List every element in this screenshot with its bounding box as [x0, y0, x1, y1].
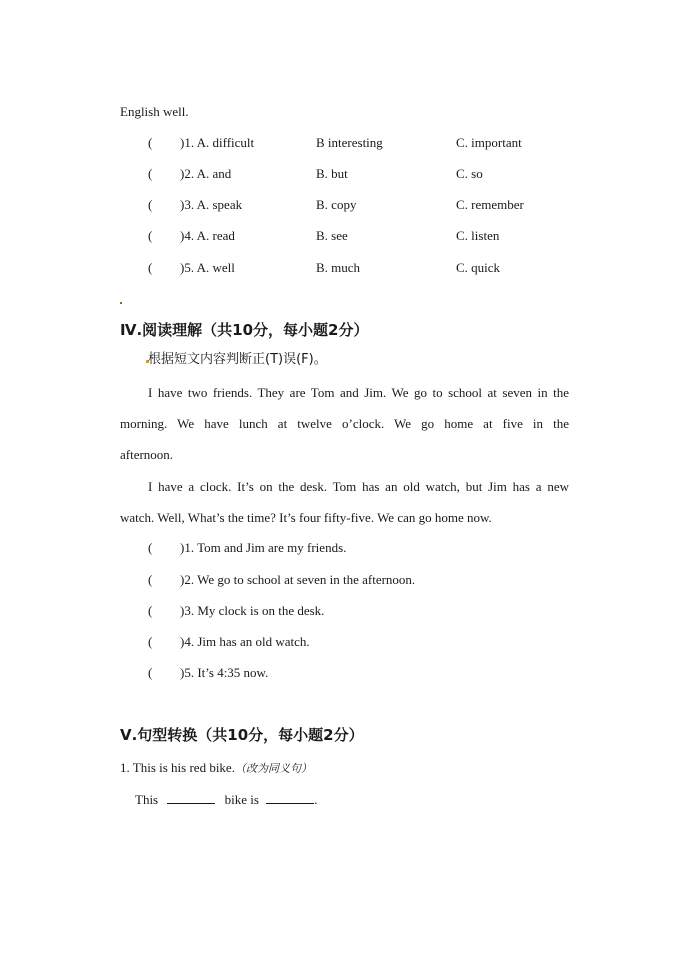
paragraph-line: I have a clock. It’s on the desk. Tom has an old watch, but Jim has a new: [148, 479, 569, 494]
tf-question-5: [0, 665, 688, 681]
option-a: )1. A. difficult: [180, 135, 255, 150]
option-a: )5. A. well: [180, 260, 235, 275]
tf-question-4: [0, 634, 688, 650]
tf-question-2: [0, 572, 688, 588]
transform-question-1: [120, 760, 312, 777]
cloze-question-5: [0, 260, 688, 276]
option-c: C. quick: [456, 260, 501, 275]
cloze-question-3: [0, 197, 688, 213]
section-5-heading: Ⅴ.句型转换（共10分，每小题2分）: [120, 726, 364, 744]
tf-question-3: [0, 603, 688, 619]
option-b: B. much: [316, 260, 361, 275]
paragraph-line: afternoon.: [120, 447, 174, 462]
answer-blank[interactable]: [167, 790, 215, 804]
question-text: 1. This is his red bike.: [120, 760, 235, 775]
question-text: )1. Tom and Jim are my friends.: [180, 540, 347, 555]
answer-paren: (: [148, 228, 153, 243]
answer-middle: bike is: [224, 792, 259, 807]
option-b: B. see: [316, 228, 348, 243]
top-fragment: English well.: [120, 104, 189, 119]
cloze-question-4: [0, 228, 688, 244]
option-a: )2. A. and: [180, 166, 232, 181]
option-c: C. remember: [456, 197, 524, 212]
answer-paren: (: [148, 603, 153, 618]
option-b: B. but: [316, 166, 348, 181]
answer-paren: (: [148, 166, 153, 181]
question-text: )2. We go to school at seven in the afternoon.: [180, 572, 416, 587]
transform-answer-line-1: [135, 790, 317, 808]
tf-question-1: [0, 540, 688, 556]
cloze-question-1: [0, 135, 688, 151]
paragraph-line: watch. Well, What’s the time? It’s four fifty-five. We can go home now.: [120, 510, 492, 525]
option-a: )3. A. speak: [180, 197, 243, 212]
section-4-instruction: 根据短文内容判断正(T)误(F)。: [148, 352, 327, 367]
option-a: )4. A. read: [180, 228, 235, 243]
paragraph-marker: [120, 302, 122, 304]
question-text: )4. Jim has an old watch.: [180, 634, 310, 649]
answer-paren: (: [148, 572, 153, 587]
option-c: C. important: [456, 135, 522, 150]
answer-paren: (: [148, 135, 153, 150]
cloze-question-2: [0, 166, 688, 182]
section-4-heading: Ⅳ.阅读理解（共10分，每小题2分）: [120, 321, 369, 339]
question-hint: （改为同义句）: [234, 762, 312, 775]
answer-paren: (: [148, 540, 153, 555]
reading-paragraph-2: [120, 471, 569, 533]
answer-prefix: This: [135, 792, 159, 807]
paragraph-line: I have two friends. They are Tom and Jim. We go to school at seven in the: [148, 385, 569, 400]
answer-paren: (: [148, 634, 153, 649]
option-b: B interesting: [316, 135, 383, 150]
answer-paren: (: [148, 260, 153, 275]
paragraph-line: morning. We have lunch at twelve o’clock. We go home at five in the: [120, 416, 569, 431]
reading-paragraph-1: [120, 377, 569, 470]
answer-end: .: [314, 792, 318, 807]
option-b: B. copy: [316, 197, 357, 212]
answer-paren: (: [148, 665, 153, 680]
option-c: C. so: [456, 166, 483, 181]
question-text: )5. It’s 4:35 now.: [180, 665, 269, 680]
question-text: )3. My clock is on the desk.: [180, 603, 325, 618]
answer-paren: (: [148, 197, 153, 212]
answer-blank[interactable]: [266, 790, 314, 804]
option-c: C. listen: [456, 228, 500, 243]
